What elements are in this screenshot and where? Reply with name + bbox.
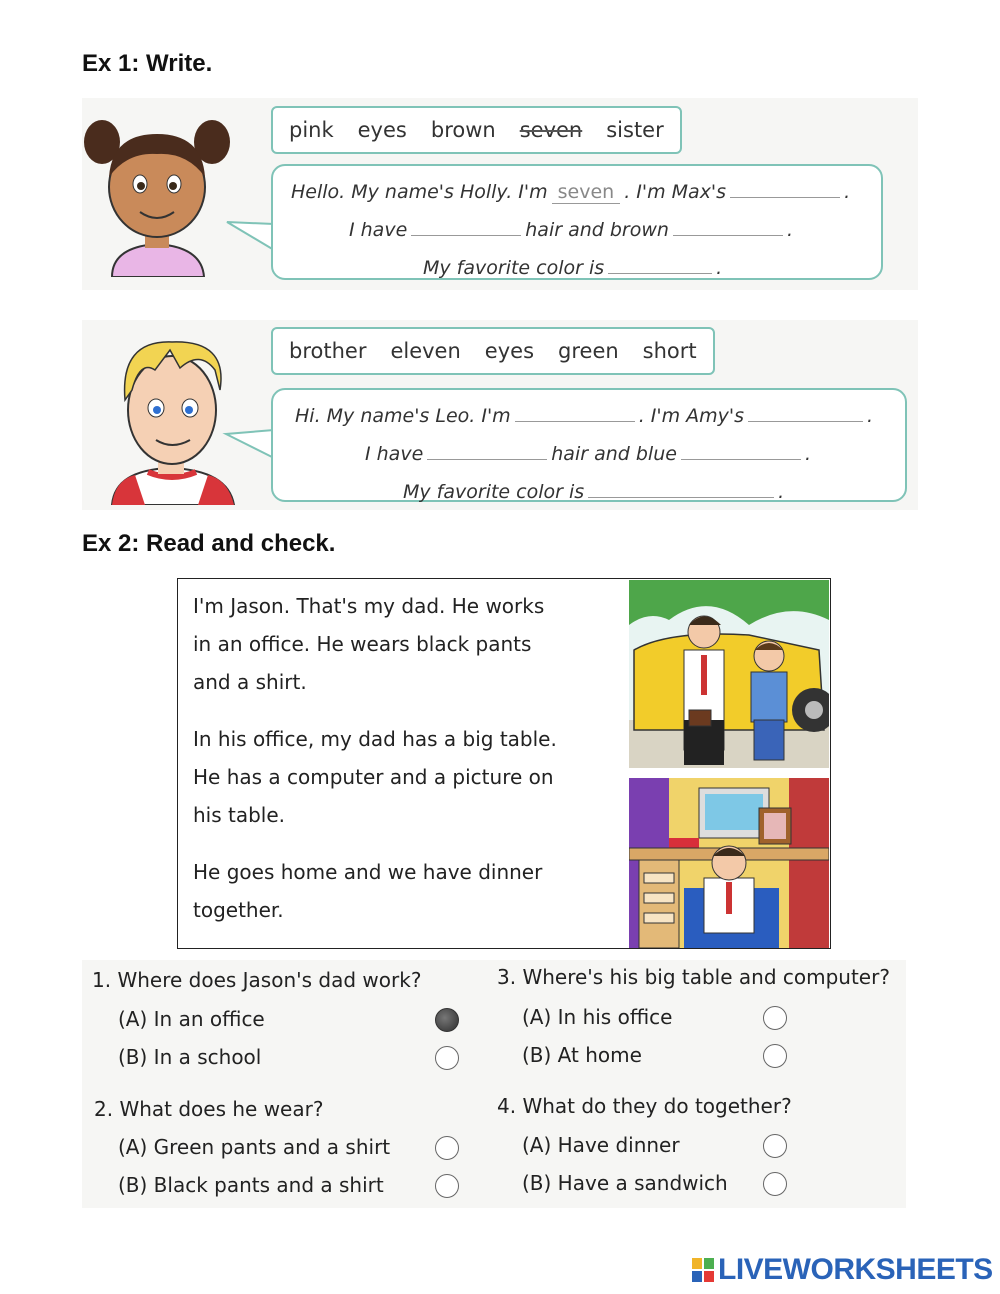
blank-input[interactable] bbox=[748, 400, 863, 422]
period: . bbox=[867, 405, 874, 427]
exercise-2-title: Ex 2: Read and check. bbox=[82, 530, 336, 557]
passage-line: In his office, my dad has a big table. bbox=[193, 727, 557, 751]
speech-bubble-tail bbox=[222, 424, 277, 464]
q1-option-a-label: (A) In an office bbox=[118, 1007, 265, 1031]
q1-option-b-label: (B) In a school bbox=[118, 1045, 262, 1069]
holly-line-1 bbox=[291, 176, 850, 204]
q2-option-b-label: (B) Black pants and a shirt bbox=[118, 1173, 384, 1197]
leo-line-1 bbox=[295, 400, 873, 427]
q1-option-b-radio[interactable] bbox=[435, 1046, 459, 1070]
q2-option-a-label: (A) Green pants and a shirt bbox=[118, 1135, 391, 1159]
brand-name: LIVEWORKSHEETS bbox=[718, 1253, 993, 1286]
passage-paragraph-1 bbox=[193, 587, 544, 701]
q4-option-b-radio[interactable] bbox=[763, 1172, 787, 1196]
passage-line: He goes home and we have dinner bbox=[193, 860, 543, 884]
period: . bbox=[778, 481, 785, 503]
sentence-text: . I'm Max's bbox=[624, 181, 727, 203]
passage-line: together. bbox=[193, 898, 284, 922]
holly-line-2 bbox=[349, 214, 793, 241]
q4-option-b-label: (B) Have a sandwich bbox=[522, 1171, 728, 1195]
liveworksheets-logo bbox=[692, 1252, 993, 1288]
word-option: pink bbox=[289, 118, 334, 142]
blank-input[interactable] bbox=[515, 400, 635, 422]
sentence-text: My favorite color is bbox=[423, 257, 605, 279]
q3-option-b-label: (B) At home bbox=[522, 1043, 642, 1067]
question-2: 2. What does he wear? bbox=[94, 1097, 324, 1121]
word-option: brother bbox=[289, 339, 367, 363]
blank-input[interactable] bbox=[608, 252, 712, 274]
sentence-text: hair and blue bbox=[551, 443, 677, 465]
reading-passage-box bbox=[177, 578, 831, 949]
q3-option-a-label: (A) In his office bbox=[522, 1005, 673, 1029]
period: . bbox=[786, 219, 793, 241]
q2-option-a-radio[interactable] bbox=[435, 1136, 459, 1160]
leo-illustration bbox=[110, 330, 240, 505]
blank-input[interactable] bbox=[411, 214, 521, 236]
sentence-text: Hi. My name's Leo. I'm bbox=[295, 405, 511, 427]
blank-input[interactable] bbox=[681, 438, 801, 460]
question-3: 3. Where's his big table and computer? bbox=[497, 965, 890, 989]
passage-line: in an office. He wears black pants bbox=[193, 632, 532, 656]
word-option: brown bbox=[430, 118, 496, 142]
sentence-text: Hello. My name's Holly. I'm bbox=[291, 181, 548, 203]
holly-line-3 bbox=[423, 252, 722, 279]
word-option: sister bbox=[606, 118, 664, 142]
q1-option-a-radio[interactable] bbox=[435, 1008, 459, 1032]
blank-input[interactable] bbox=[730, 176, 840, 198]
question-4: 4. What do they do together? bbox=[497, 1094, 792, 1118]
sentence-text: My favorite color is bbox=[403, 481, 585, 503]
dad-and-jason-illustration bbox=[629, 580, 829, 768]
period: . bbox=[844, 181, 851, 203]
passage-line: I'm Jason. That's my dad. He works bbox=[193, 594, 545, 618]
holly-illustration bbox=[82, 112, 232, 277]
sentence-text: I have bbox=[365, 443, 424, 465]
blank-input[interactable] bbox=[427, 438, 547, 460]
passage-line: his table. bbox=[193, 803, 286, 827]
passage-paragraph-2 bbox=[193, 720, 557, 834]
q3-option-a-radio[interactable] bbox=[763, 1006, 787, 1030]
question-1: 1. Where does Jason's dad work? bbox=[92, 968, 422, 992]
leo-line-2 bbox=[365, 438, 811, 465]
exercise-1-title: Ex 1: Write. bbox=[82, 50, 213, 77]
word-option: eleven bbox=[390, 339, 461, 363]
quiz-section bbox=[82, 960, 906, 1208]
liveworksheets-grid-icon bbox=[692, 1258, 714, 1282]
leo-line-3 bbox=[403, 476, 784, 503]
q3-option-b-radio[interactable] bbox=[763, 1044, 787, 1068]
word-option: eyes bbox=[484, 339, 535, 363]
period: . bbox=[716, 257, 723, 279]
passage-line: and a shirt. bbox=[193, 670, 307, 694]
sentence-text: I have bbox=[349, 219, 408, 241]
word-option: green bbox=[558, 339, 619, 363]
q2-option-b-radio[interactable] bbox=[435, 1174, 459, 1198]
sentence-text: hair and brown bbox=[525, 219, 669, 241]
holly-word-box bbox=[271, 106, 682, 154]
leo-panel bbox=[82, 320, 918, 510]
leo-word-box bbox=[271, 327, 715, 375]
q4-option-a-label: (A) Have dinner bbox=[522, 1133, 680, 1157]
blank-input[interactable] bbox=[673, 214, 783, 236]
word-option: short bbox=[642, 339, 697, 363]
answer-seven[interactable]: seven bbox=[552, 181, 621, 204]
word-option: eyes bbox=[357, 118, 407, 142]
dad-office-illustration bbox=[629, 778, 829, 948]
word-option-used: seven bbox=[519, 118, 583, 142]
q4-option-a-radio[interactable] bbox=[763, 1134, 787, 1158]
holly-speech-bubble bbox=[271, 164, 883, 280]
passage-paragraph-3 bbox=[193, 853, 542, 929]
passage-line: He has a computer and a picture on bbox=[193, 765, 554, 789]
period: . bbox=[804, 443, 811, 465]
holly-panel bbox=[82, 98, 918, 290]
leo-speech-bubble bbox=[271, 388, 907, 502]
sentence-text: . I'm Amy's bbox=[638, 405, 745, 427]
speech-bubble-tail bbox=[222, 216, 277, 256]
blank-input[interactable] bbox=[588, 476, 774, 498]
